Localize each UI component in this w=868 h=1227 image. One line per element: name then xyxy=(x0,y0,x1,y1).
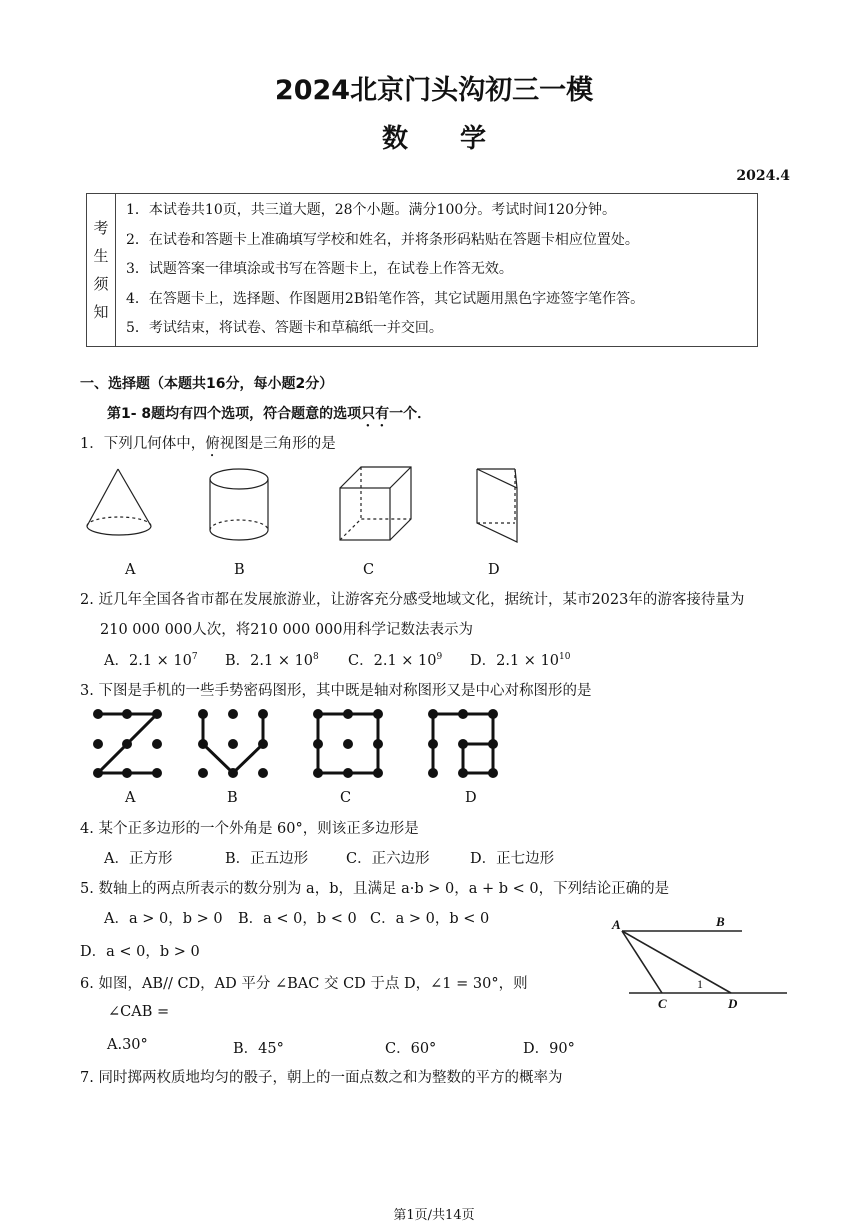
question-6-line-1: 6. 如图，AB// CD，AD 平分 ∠BAC 交 CD 于点 D，∠1 = 30°，则 xyxy=(80,976,528,992)
question-number: 1． xyxy=(80,436,104,452)
notice-item: 5．考试结束，将试卷、答题卡和草稿纸一并交回。 xyxy=(126,320,443,336)
notice-label-char: 生 xyxy=(93,246,109,265)
q4-option-c: C．正六边形 xyxy=(346,851,430,867)
q3-label-c: C xyxy=(340,790,352,806)
notice-label-char: 须 xyxy=(93,274,109,293)
point-a-label: A xyxy=(612,917,621,932)
q6-option-b: B．45° xyxy=(233,1041,284,1057)
q1-label-d: D xyxy=(488,562,500,578)
question-4: 4. 某个正多边形的一个外角是 60°，则该正多边形是 xyxy=(80,821,419,837)
notice-item: 2．在试卷和答题卡上准确填写学校和姓名，并将条形码粘贴在答题卡相应位置处。 xyxy=(126,231,639,248)
q6-option-c: C．60° xyxy=(385,1041,437,1057)
notice-item: 1．本试卷共10页，共三道大题，28个小题。满分100分。考试时间120分钟。 xyxy=(126,202,616,218)
q4-option-d: D．正七边形 xyxy=(470,851,555,867)
q5-option-d: D．a < 0，b > 0 xyxy=(80,944,200,960)
question-7: 7. 同时掷两枚质地均匀的骰子，朝上的一面点数之和为整数的平方的概率为 xyxy=(80,1070,563,1086)
q1-label-b: B xyxy=(234,562,245,578)
question-6-line-2: ∠CAB = xyxy=(108,1004,170,1020)
q2-option-d: D．$2.1 \times 10^{10}$ xyxy=(470,652,571,669)
point-c-label: C xyxy=(658,996,667,1011)
question-5: 5. 数轴上的两点所表示的数分别为 a，b，且满足 a·b > 0，a + b < 0，下列结论正确的是 xyxy=(80,881,670,897)
q6-option-d: D．90° xyxy=(523,1041,575,1057)
instruction-text: 第1- 8题均有四个选项，符合题意的选项 xyxy=(107,406,362,422)
question-3: 3. 下图是手机的一些手势密码图形，其中既是轴对称图形又是中心对称图形的是 xyxy=(80,683,592,699)
question-text-end: 视图是三角形的是 xyxy=(219,436,336,452)
q3-label-a: A xyxy=(125,790,136,806)
question-text: 下列几何体中， xyxy=(103,436,206,452)
notice-label-char: 知 xyxy=(93,302,109,321)
q1-label-a: A xyxy=(125,562,136,578)
q5-option-a: A．a > 0，b > 0 xyxy=(104,911,223,927)
question-emphasis: 俯 xyxy=(205,436,220,452)
notice-label-char: 考 xyxy=(93,218,109,237)
question-2-line-2: 210 000 000人次，将210 000 000用科学记数法表示为 xyxy=(100,622,473,638)
q4-option-b: B．正五边形 xyxy=(225,851,309,867)
q2-option-a: A．$2.1 \times 10^7$ xyxy=(104,652,198,669)
subject-title: 数学 xyxy=(381,124,538,154)
notice-item: 4．在答题卡上，选择题、作图题用2B铅笔作答，其它试题用黑色字迹签字笔作答。 xyxy=(126,290,645,307)
page-number: 第1页/共14页 xyxy=(393,1208,475,1223)
q6-option-a: A.30° xyxy=(107,1037,148,1053)
instruction-text-end: 一个． xyxy=(389,406,432,422)
q2-option-c: C．$2.1 \times 10^9$ xyxy=(348,652,443,669)
page-title: 2024北京门头沟初三一模 xyxy=(274,75,594,106)
question-2-line-1: 2. 近几年全国各省市都在发展旅游业，让游客充分感受地域文化，据统计，某市2023年的游客接待量为 xyxy=(80,592,745,608)
q2-option-b: B．$2.1 \times 10^8$ xyxy=(225,652,319,669)
notice-item: 3．试题答案一律填涂或书写在答题卡上，在试卷上作答无效。 xyxy=(126,261,513,277)
instruction-emphasis: 只有 xyxy=(361,406,390,422)
point-b-label: B xyxy=(716,914,725,929)
q5-option-b: B．a < 0，b < 0 xyxy=(238,911,357,927)
q1-label-c: C xyxy=(363,562,375,578)
q5-option-c: C．a > 0，b < 0 xyxy=(370,911,490,927)
angle-1-label: 1 xyxy=(697,977,703,991)
q4-option-a: A．正方形 xyxy=(104,851,173,867)
q3-label-b: B xyxy=(227,790,238,806)
q3-label-d: D xyxy=(465,790,477,806)
exam-date: 2024.4 xyxy=(736,168,790,184)
point-d-label: D xyxy=(728,996,738,1011)
section-title: 一、选择题（本题共16分，每小题2分） xyxy=(80,376,334,392)
